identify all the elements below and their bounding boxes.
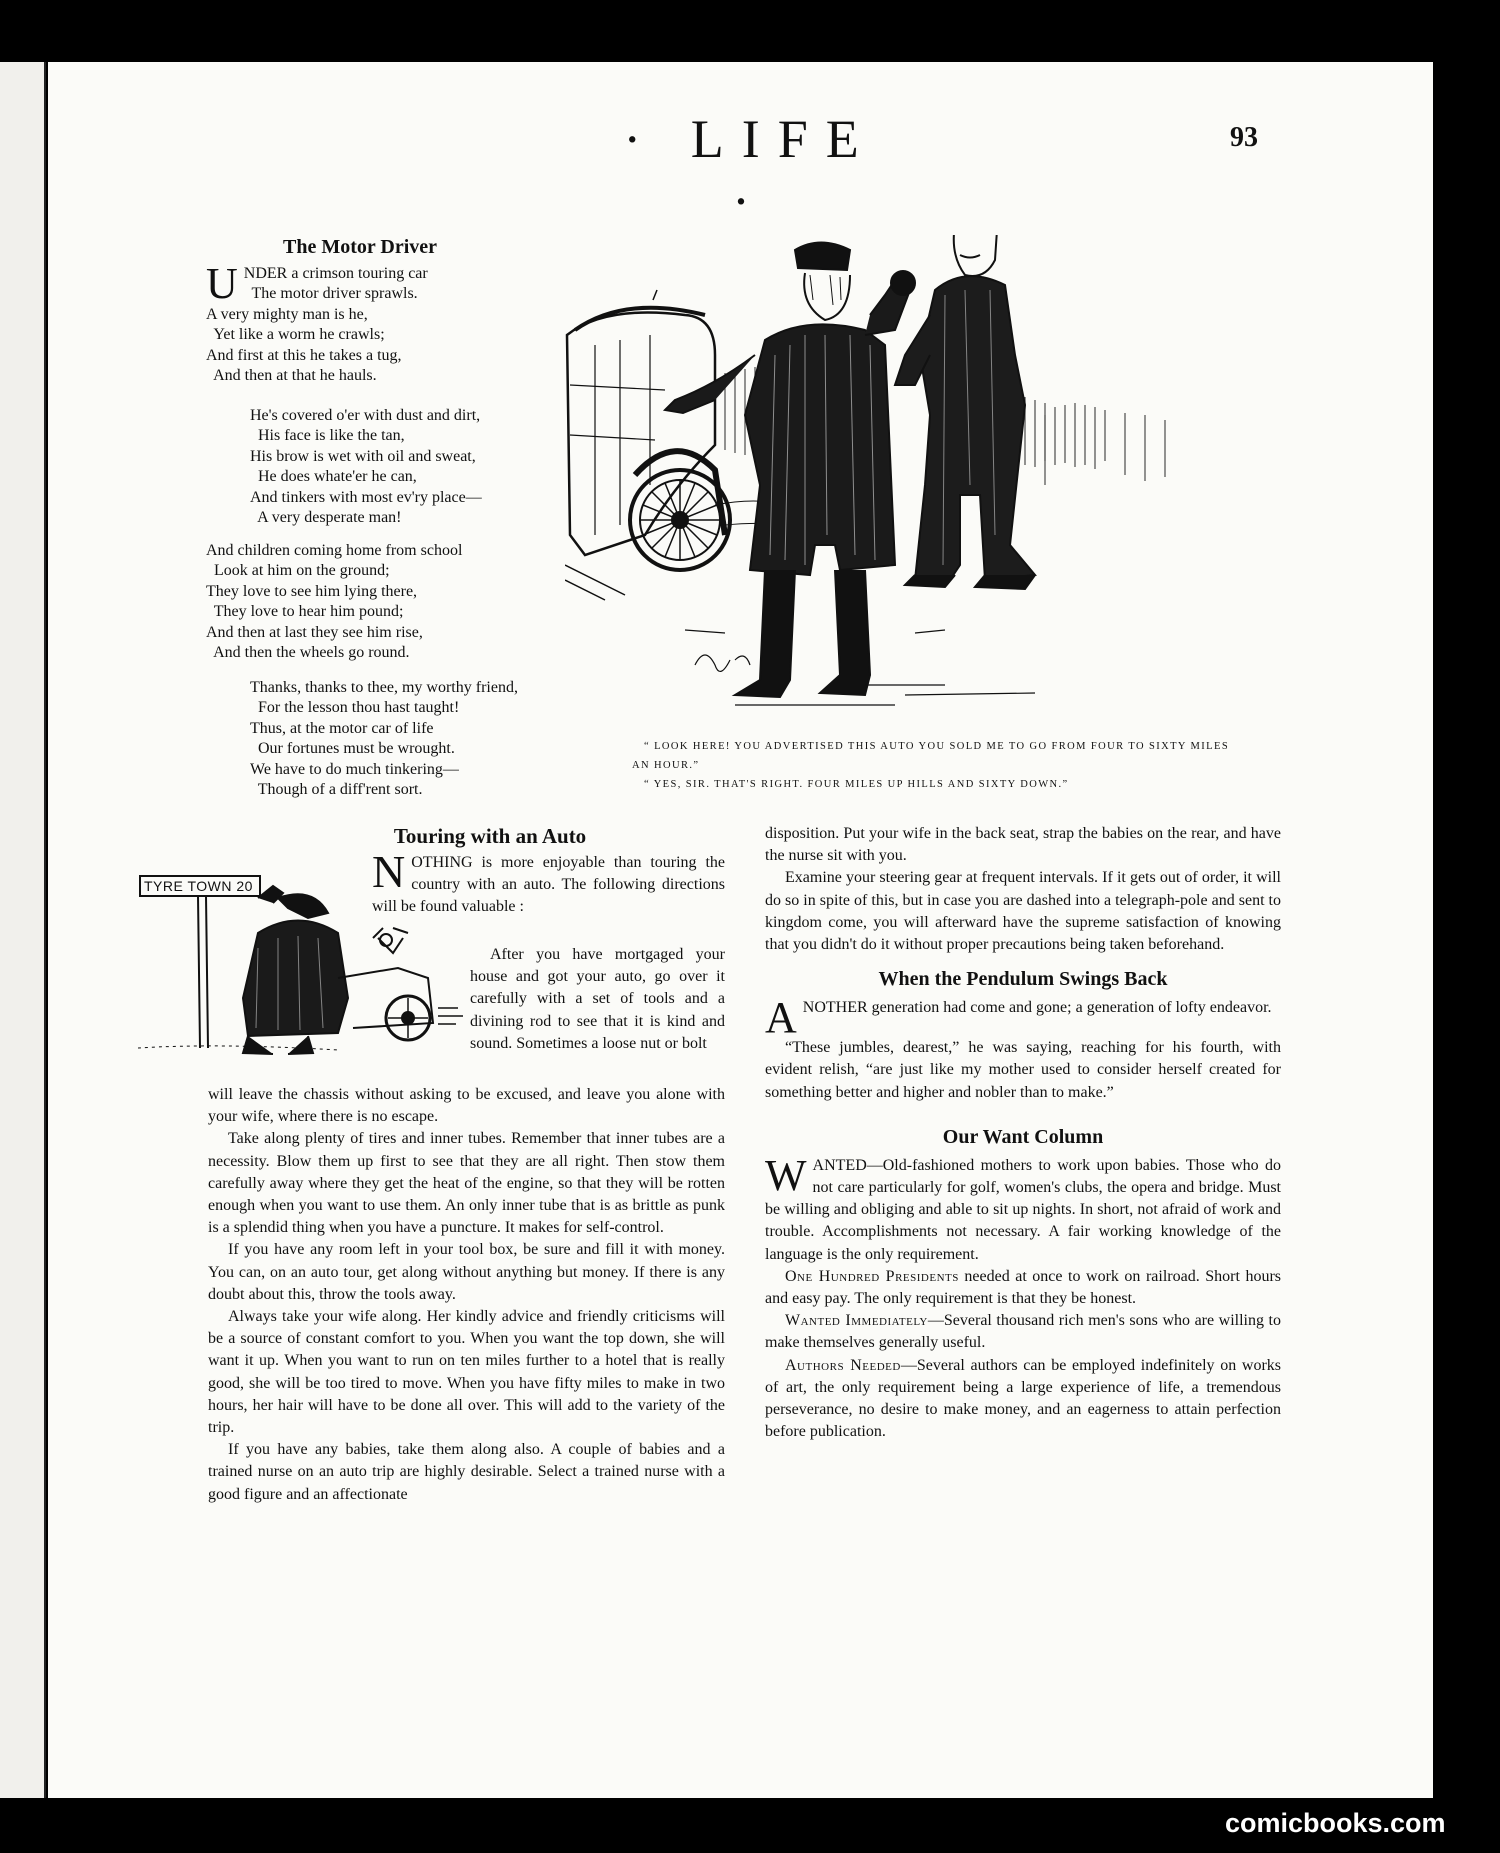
want-paragraph-4: Authors Needed—Several authors can be employed indefinitely on works of art, the only requirement being a large experience of life, a tremendous perseverance, no desire to make money, and an eagerness to attain perfection before publication.	[765, 1356, 1282, 1441]
touring-intro-block	[372, 846, 725, 919]
pendulum-dropcap: A	[765, 993, 797, 1043]
touring-paragraph-1a: After you have mortgaged your house and got your auto, go over it carefully with a set of tools and a divining rod to see that it is kind and sound. Sometimes a loose nut or bolt	[470, 946, 725, 1052]
cartoon-illustration	[565, 235, 1255, 730]
motor-driver-dropcap: U	[206, 259, 238, 308]
touring-title: Touring with an Auto	[393, 824, 587, 848]
touring-paragraph-2: Take along plenty of tires and inner tubes. Remember that inner tubes are a necessity. Blow them up first to see that they are all right. Then stow them carefully away where they get the heat of the engine, so that they will be rotten enough when you want to use them. An only inner tube that is as brittle as punk is a splendid thing when you have a puncture. It makes for self-control.	[208, 1130, 725, 1237]
touring-dropcap: N	[372, 846, 406, 897]
page-number: 93	[1230, 122, 1258, 153]
caption-line-2: “ YES, SIR. THAT'S RIGHT. FOUR MILES UP HILLS AND SIXTY DOWN.”	[644, 779, 1069, 790]
poem-stanza-4: Thanks, thanks to thee, my worthy friend, For the lesson thou hast taught! Thus, at the motor car of life Our fortunes must be wrought. We have to do much tinkering— Though of a diff'rent sort.	[250, 679, 518, 799]
road-sign-text: TYRE TOWN 20	[144, 878, 253, 894]
previous-page-edge	[0, 62, 46, 1798]
pendulum-paragraph-2: “These jumbles, dearest,” he was saying, reaching for his fourth, with evident relish, “are just like my mother used to consider herself created for something better and higher and nobler than to make.”	[765, 1039, 1281, 1101]
want-paragraph-3: Wanted Immediately—Several thousand rich men's sons who are willing to make themselves generally useful.	[765, 1312, 1282, 1352]
pendulum-paragraph-1: ANOTHER generation had come and gone; a generation of lofty endeavor.	[765, 993, 1272, 1043]
want-paragraph-2: One Hundred Presidents needed at once to work on railroad. Short hours and easy pay. The only requirement is that they be honest.	[765, 1267, 1281, 1308]
right-column	[765, 823, 1281, 1443]
pendulum-title: When the Pendulum Swings Back	[878, 968, 1168, 991]
want-paragraph-1: WANTED—Old-fashioned mothers to work upon babies. Those who do not care particularly for golf, women's clubs, the opera and bridge. Must be willing and obliging and able to sit up nights. In short, not afraid of work and trouble. Accomplishments not necessary. A fair working knowledge of the language is the only requirement.	[765, 1150, 1281, 1263]
touring-paragraph-5: If you have any babies, take them along also. A couple of babies and a trained nurse on an auto trip are highly desirable. Select a trained nurse with a good figure and an affectionate	[208, 1441, 725, 1503]
motor-driver-poem	[206, 259, 606, 386]
want-column-title: Our Want Column	[942, 1125, 1104, 1148]
caption-line-1: “ LOOK HERE! YOU ADVERTISED THIS AUTO YOU SOLD ME TO GO FROM FOUR TO SIXTY MILES AN HOUR.”	[632, 741, 1230, 771]
touring-paragraph-6: disposition. Put your wife in the back seat, strap the babies on the rear, and have the nurse sit with you.	[765, 825, 1281, 865]
cartoon-caption	[632, 737, 1244, 794]
touring-p1-narrow	[470, 944, 725, 1055]
touring-paragraph-4: Always take your wife along. Her kindly advice and friendly criticisms will be a source of constant comfort to you. When you want the top down, she will want it up. When you want to run on ten miles further to a hotel that is really good, she will be too tired to move. When you have fifty miles to make in two hours, her hair will have to be done all over. This will add to the variety of the trip.	[208, 1308, 725, 1437]
poem-stanza-3: And children coming home from school Look at him on the ground; They love to see him lying there, They love to hear him pound; And then at last they see him rise, And then the wheels go round.	[206, 542, 463, 662]
touring-column-left	[208, 1084, 725, 1506]
touring-paragraph-7: Examine your steering gear at frequent intervals. If it gets out of order, it will do so in spite of this, but in case you are dashed into a telegraph-pole and sent to kingdom come, you will afterward have the supreme satisfaction of knowing that you didn't do it without proper precautions being taken beforehand.	[765, 869, 1281, 954]
touring-paragraph-1b: will leave the chassis without asking to be excused, and leave you alone with your wife, where there is no escape.	[208, 1086, 725, 1126]
poem-stanza-1: NDER a crimson touring car The motor driver sprawls. A very mighty man is he, Yet like a worm he crawls; And first at this he takes a tug, And then at that he hauls.	[206, 265, 428, 385]
touring-intro: NOTHING is more enjoyable than touring the country with an auto. The following directions will be found valuable :	[372, 846, 725, 916]
watermark: comicbooks.com	[1225, 1808, 1446, 1838]
touring-paragraph-3: If you have any room left in your tool box, be sure and fill it with money. You can, on an auto tour, get along without anything but money. If there is any doubt about this, throw the tools away.	[208, 1241, 725, 1303]
masthead-title: · LIFE ·	[623, 109, 877, 231]
poem-stanza-2: He's covered o'er with dust and dirt, His face is like the tan, His brow is wet with oil and sweat, He does whate'er he can, And tinkers with most ev'ry place— A very desperate man!	[250, 407, 482, 527]
want-dropcap: W	[765, 1150, 807, 1200]
motor-driver-title: The Motor Driver	[282, 236, 438, 258]
